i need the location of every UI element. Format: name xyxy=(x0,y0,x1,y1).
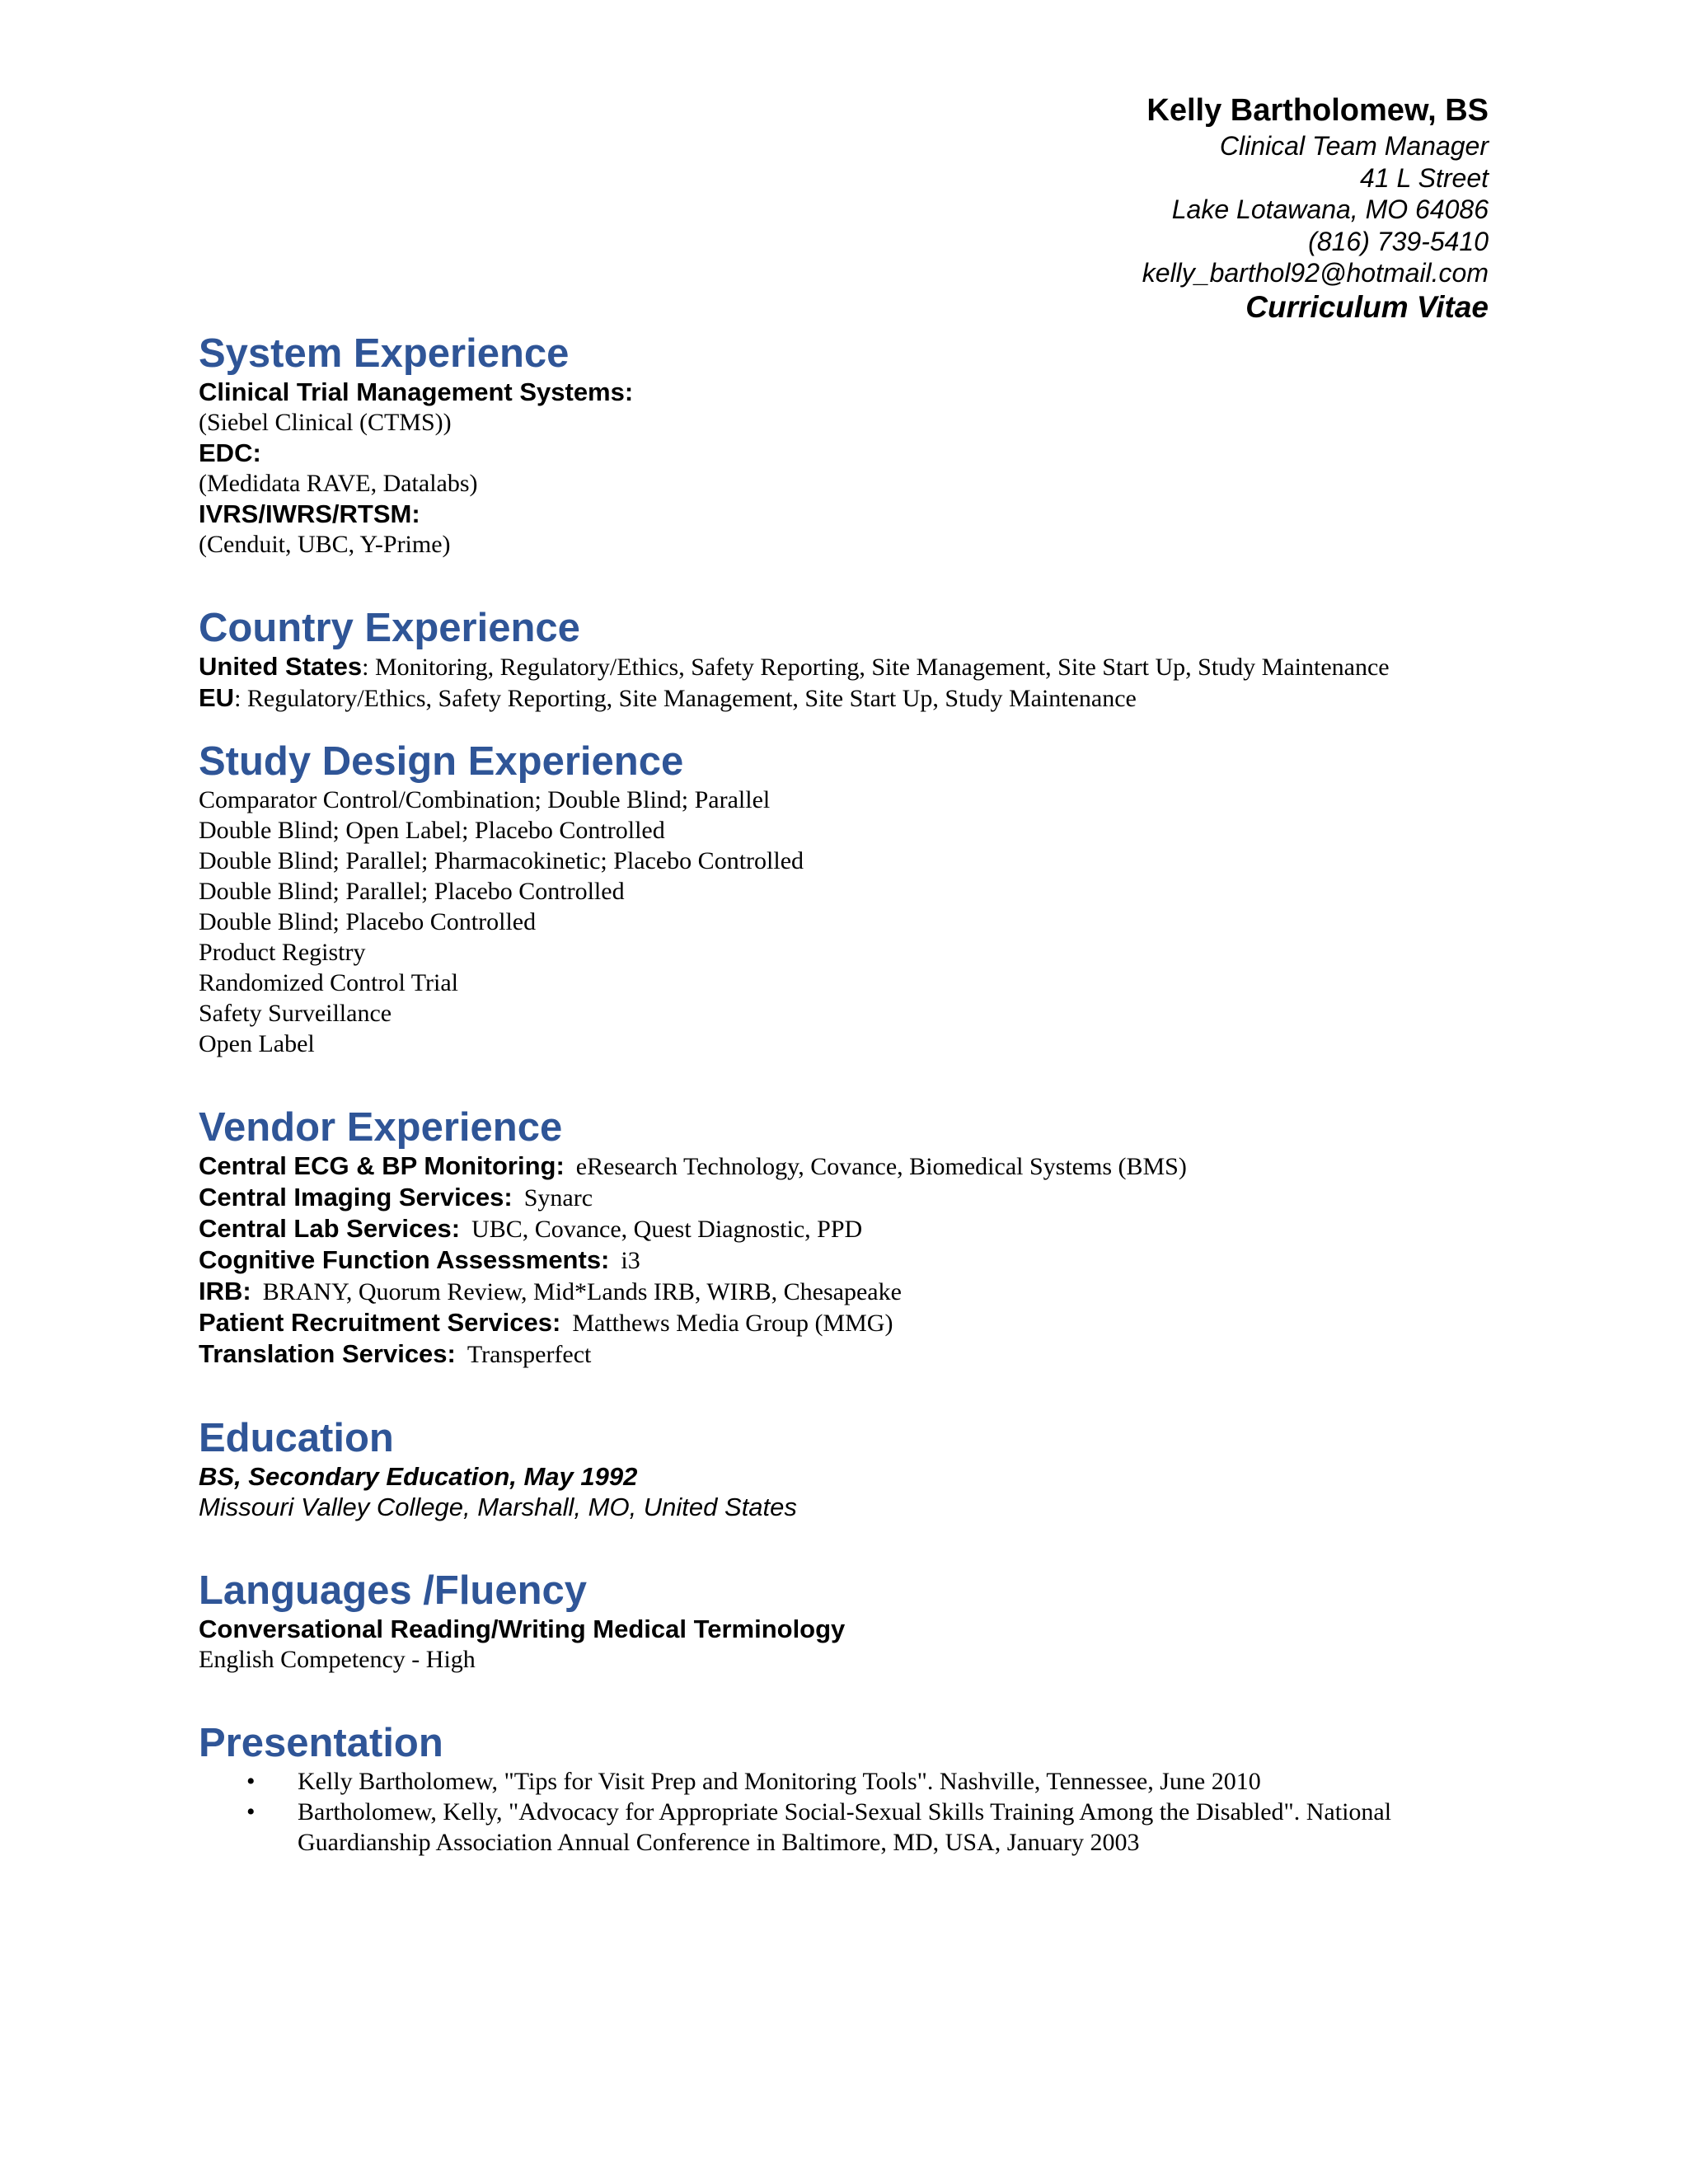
languages-subheading: Conversational Reading/Writing Medical Terminology xyxy=(199,1614,846,1643)
address-line-2: Lake Lotawana, MO 64086 xyxy=(1171,194,1489,224)
bullet-icon: • xyxy=(246,1767,256,1795)
country-value: : Regulatory/Ethics, Safety Reporting, Site Management, Site Start Up, Study Maintenance xyxy=(234,684,1137,712)
languages-section xyxy=(199,1568,1489,1675)
study-design-item: Open Label xyxy=(199,1029,315,1057)
vendor-row xyxy=(199,1182,1489,1213)
vendor-value: Synarc xyxy=(523,1183,593,1212)
study-design-item: Double Blind; Parallel; Placebo Controlled xyxy=(199,877,625,905)
vendor-label: Central Imaging Services: xyxy=(199,1182,513,1212)
presentation-text: Bartholomew, Kelly, "Advocacy for Appropriate Social-Sexual Skills Training Among the Disabled". National Guardianship Association Annual Conference in Baltimore, MD, USA, January 2003 xyxy=(298,1797,1392,1856)
section-heading: Study Design Experience xyxy=(199,738,684,784)
system-label: IVRS/IWRS/RTSM: xyxy=(199,499,420,528)
section-heading: Presentation xyxy=(199,1720,443,1765)
vendor-value: Matthews Media Group (MMG) xyxy=(572,1309,893,1337)
vendor-row xyxy=(199,1213,1489,1244)
language-item: English Competency - High xyxy=(199,1645,476,1673)
bullet-icon: • xyxy=(246,1797,256,1825)
vendor-label: Central Lab Services: xyxy=(199,1213,461,1243)
presentation-list xyxy=(199,1766,1489,1858)
vendor-label: Patient Recruitment Services: xyxy=(199,1307,561,1337)
section-heading: Languages /Fluency xyxy=(199,1568,588,1613)
vendor-value: Transperfect xyxy=(467,1340,592,1368)
vendor-row xyxy=(199,1307,1489,1338)
study-design-item: Double Blind; Open Label; Placebo Controlled xyxy=(199,816,665,844)
education-school: Missouri Valley College, Marshall, MO, United States xyxy=(199,1492,797,1521)
phone-number: (816) 739-5410 xyxy=(1308,226,1489,256)
system-value: (Medidata RAVE, Datalabs) xyxy=(199,469,478,497)
vendor-row xyxy=(199,1151,1489,1182)
email-address: kelly_barthol92@hotmail.com xyxy=(1142,258,1489,288)
section-heading: Vendor Experience xyxy=(199,1104,563,1150)
vendor-value: UBC, Covance, Quest Diagnostic, PPD xyxy=(471,1215,863,1243)
presentation-text: Kelly Bartholomew, "Tips for Visit Prep and Monitoring Tools". Nashville, Tennessee, June 2010 xyxy=(298,1767,1261,1795)
vendor-value: BRANY, Quorum Review, Mid*Lands IRB, WIRB, Chesapeake xyxy=(262,1277,902,1305)
study-design-item: Safety Surveillance xyxy=(199,999,392,1027)
system-experience-section xyxy=(199,330,1489,560)
system-value: (Siebel Clinical (CTMS)) xyxy=(199,408,452,436)
section-heading: Education xyxy=(199,1415,394,1460)
section-heading: System Experience xyxy=(199,330,570,376)
vendor-value: i3 xyxy=(621,1246,640,1274)
vendor-row xyxy=(199,1276,1489,1307)
study-design-item: Double Blind; Placebo Controlled xyxy=(199,907,537,935)
vendor-label: IRB: xyxy=(199,1276,251,1305)
job-title: Clinical Team Manager xyxy=(1219,131,1489,161)
system-label: Clinical Trial Management Systems: xyxy=(199,377,634,406)
vendor-experience-section xyxy=(199,1104,1489,1370)
section-heading: Country Experience xyxy=(199,605,580,650)
vendor-row xyxy=(199,1244,1489,1276)
vendor-label: Translation Services: xyxy=(199,1338,456,1368)
list-item xyxy=(199,1766,1489,1797)
country-value: : Monitoring, Regulatory/Ethics, Safety Reporting, Site Management, Site Start Up, Study Maintenance xyxy=(362,653,1390,681)
system-value: (Cenduit, UBC, Y-Prime) xyxy=(199,530,451,558)
list-item xyxy=(199,1797,1489,1858)
study-design-item: Product Registry xyxy=(199,938,366,966)
study-design-item: Comparator Control/Combination; Double Blind; Parallel xyxy=(199,785,771,813)
country-row xyxy=(199,651,1489,682)
candidate-name: Kelly Bartholomew, BS xyxy=(1146,93,1489,128)
country-label: United States xyxy=(199,651,363,681)
vendor-label: Central ECG & BP Monitoring: xyxy=(199,1151,565,1180)
study-design-section xyxy=(199,738,1489,1059)
study-design-item: Double Blind; Parallel; Pharmacokinetic; Placebo Controlled xyxy=(199,846,804,874)
cv-page xyxy=(199,91,1489,1858)
presentation-section xyxy=(199,1720,1489,1858)
country-row xyxy=(199,682,1489,714)
vendor-row xyxy=(199,1338,1489,1370)
system-label: EDC: xyxy=(199,438,261,467)
document-type: Curriculum Vitae xyxy=(1245,289,1489,324)
cv-header xyxy=(199,91,1489,326)
education-degree: BS, Secondary Education, May 1992 xyxy=(199,1461,638,1491)
study-design-item: Randomized Control Trial xyxy=(199,968,458,996)
country-label: EU xyxy=(199,682,235,712)
address-line-1: 41 L Street xyxy=(1360,162,1489,193)
education-section xyxy=(199,1415,1489,1522)
vendor-label: Cognitive Function Assessments: xyxy=(199,1244,610,1274)
vendor-value: eResearch Technology, Covance, Biomedical Systems (BMS) xyxy=(575,1152,1187,1180)
country-experience-section xyxy=(199,605,1489,714)
